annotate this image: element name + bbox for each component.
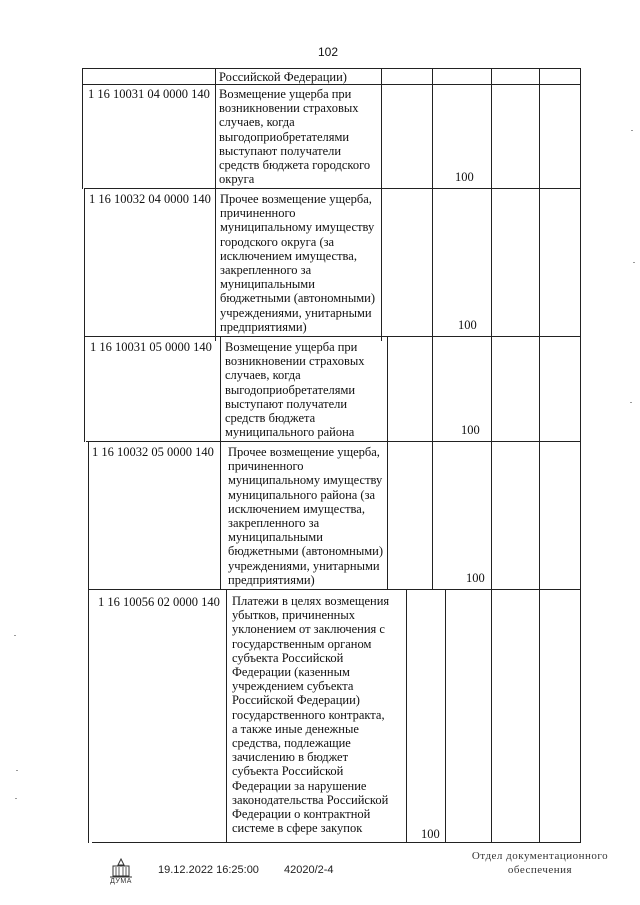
row-divider <box>84 336 580 337</box>
col-divider <box>387 336 388 590</box>
row-divider <box>86 441 580 442</box>
footer-doc-number: 42020/2-4 <box>284 864 334 876</box>
row-code: 1 16 10031 05 0000 140 <box>90 340 212 354</box>
col-divider <box>220 336 221 590</box>
col-divider <box>445 589 446 843</box>
row-value: 100 <box>461 423 480 437</box>
stamp-line: Отдел документационного <box>471 850 609 862</box>
table-border <box>580 68 581 843</box>
row-code: 1 16 10056 02 0000 140 <box>98 595 220 609</box>
logo-text: ДУМА <box>110 878 132 885</box>
table-border <box>82 68 581 69</box>
col-divider <box>226 589 227 843</box>
row-divider <box>84 188 580 189</box>
row-value: 100 <box>458 318 477 332</box>
stamp-line: обеспечения <box>507 864 573 876</box>
page-number: 102 <box>318 45 339 59</box>
col-divider <box>491 68 492 843</box>
row-description: Платежи в целях возмещения убытков, причиненных уклонением от заключения с государственным органом субъекта Российской Федерации (казенным учреждением субъекта Российской Федерации) государственного контракта, а также иные денежные средства, подлежащие зачислению в бюджет субъекта Российской Федерации за нарушение законодательства Российской Федерации о контрактной системе в сфере закупок <box>232 594 390 836</box>
scan-mark <box>633 262 635 263</box>
scan-mark <box>631 130 633 131</box>
row-divider <box>88 589 580 590</box>
col-divider <box>215 68 216 341</box>
col-divider <box>539 68 540 843</box>
row-description: Прочее возмещение ущерба, причиненного муниципальному имуществу муниципального района (за исключением имущества, закрепленного за муниципальными бюджетными (автономными) учреждениями, унитарными предприятиями) <box>228 445 384 587</box>
scan-mark <box>15 798 17 799</box>
table-border <box>84 188 85 442</box>
row-code: 1 16 10032 04 0000 140 <box>89 192 211 206</box>
table-border <box>92 842 580 843</box>
scan-mark <box>16 770 18 771</box>
department-stamp <box>454 849 626 877</box>
row-code: 1 16 10032 05 0000 140 <box>92 445 214 459</box>
row-description: Возмещение ущерба при возникновении страховых случаев, когда выгодоприобретателями выступают получатели средств бюджета муниципального района <box>225 340 365 440</box>
table-border <box>88 441 89 843</box>
row-value: 100 <box>466 571 485 585</box>
scan-mark <box>14 635 16 636</box>
scan-mark <box>630 402 632 403</box>
row-value: 100 <box>421 827 440 841</box>
row-value: 100 <box>455 170 474 184</box>
col-divider <box>381 68 382 341</box>
footer-timestamp: 19.12.2022 16:25:00 <box>158 864 259 876</box>
col-divider <box>432 68 433 589</box>
row-description: Возмещение ущерба при возникновении страховых случаев, когда выгодоприобретателями выступают получатели средств бюджета городского округа <box>219 87 371 187</box>
table-border <box>82 68 83 189</box>
col-divider <box>406 589 407 843</box>
row-code: 1 16 10031 04 0000 140 <box>88 87 210 101</box>
table-cell-continuation: Российской Федерации) <box>219 70 347 84</box>
row-description: Прочее возмещение ущерба, причиненного муниципальному имуществу городского округа (за исключением имущества, закрепленного за муниципальными бюджетными (автономными) учреждениями, унитарными предприятиями) <box>220 192 376 334</box>
duma-emblem-icon <box>104 856 138 890</box>
